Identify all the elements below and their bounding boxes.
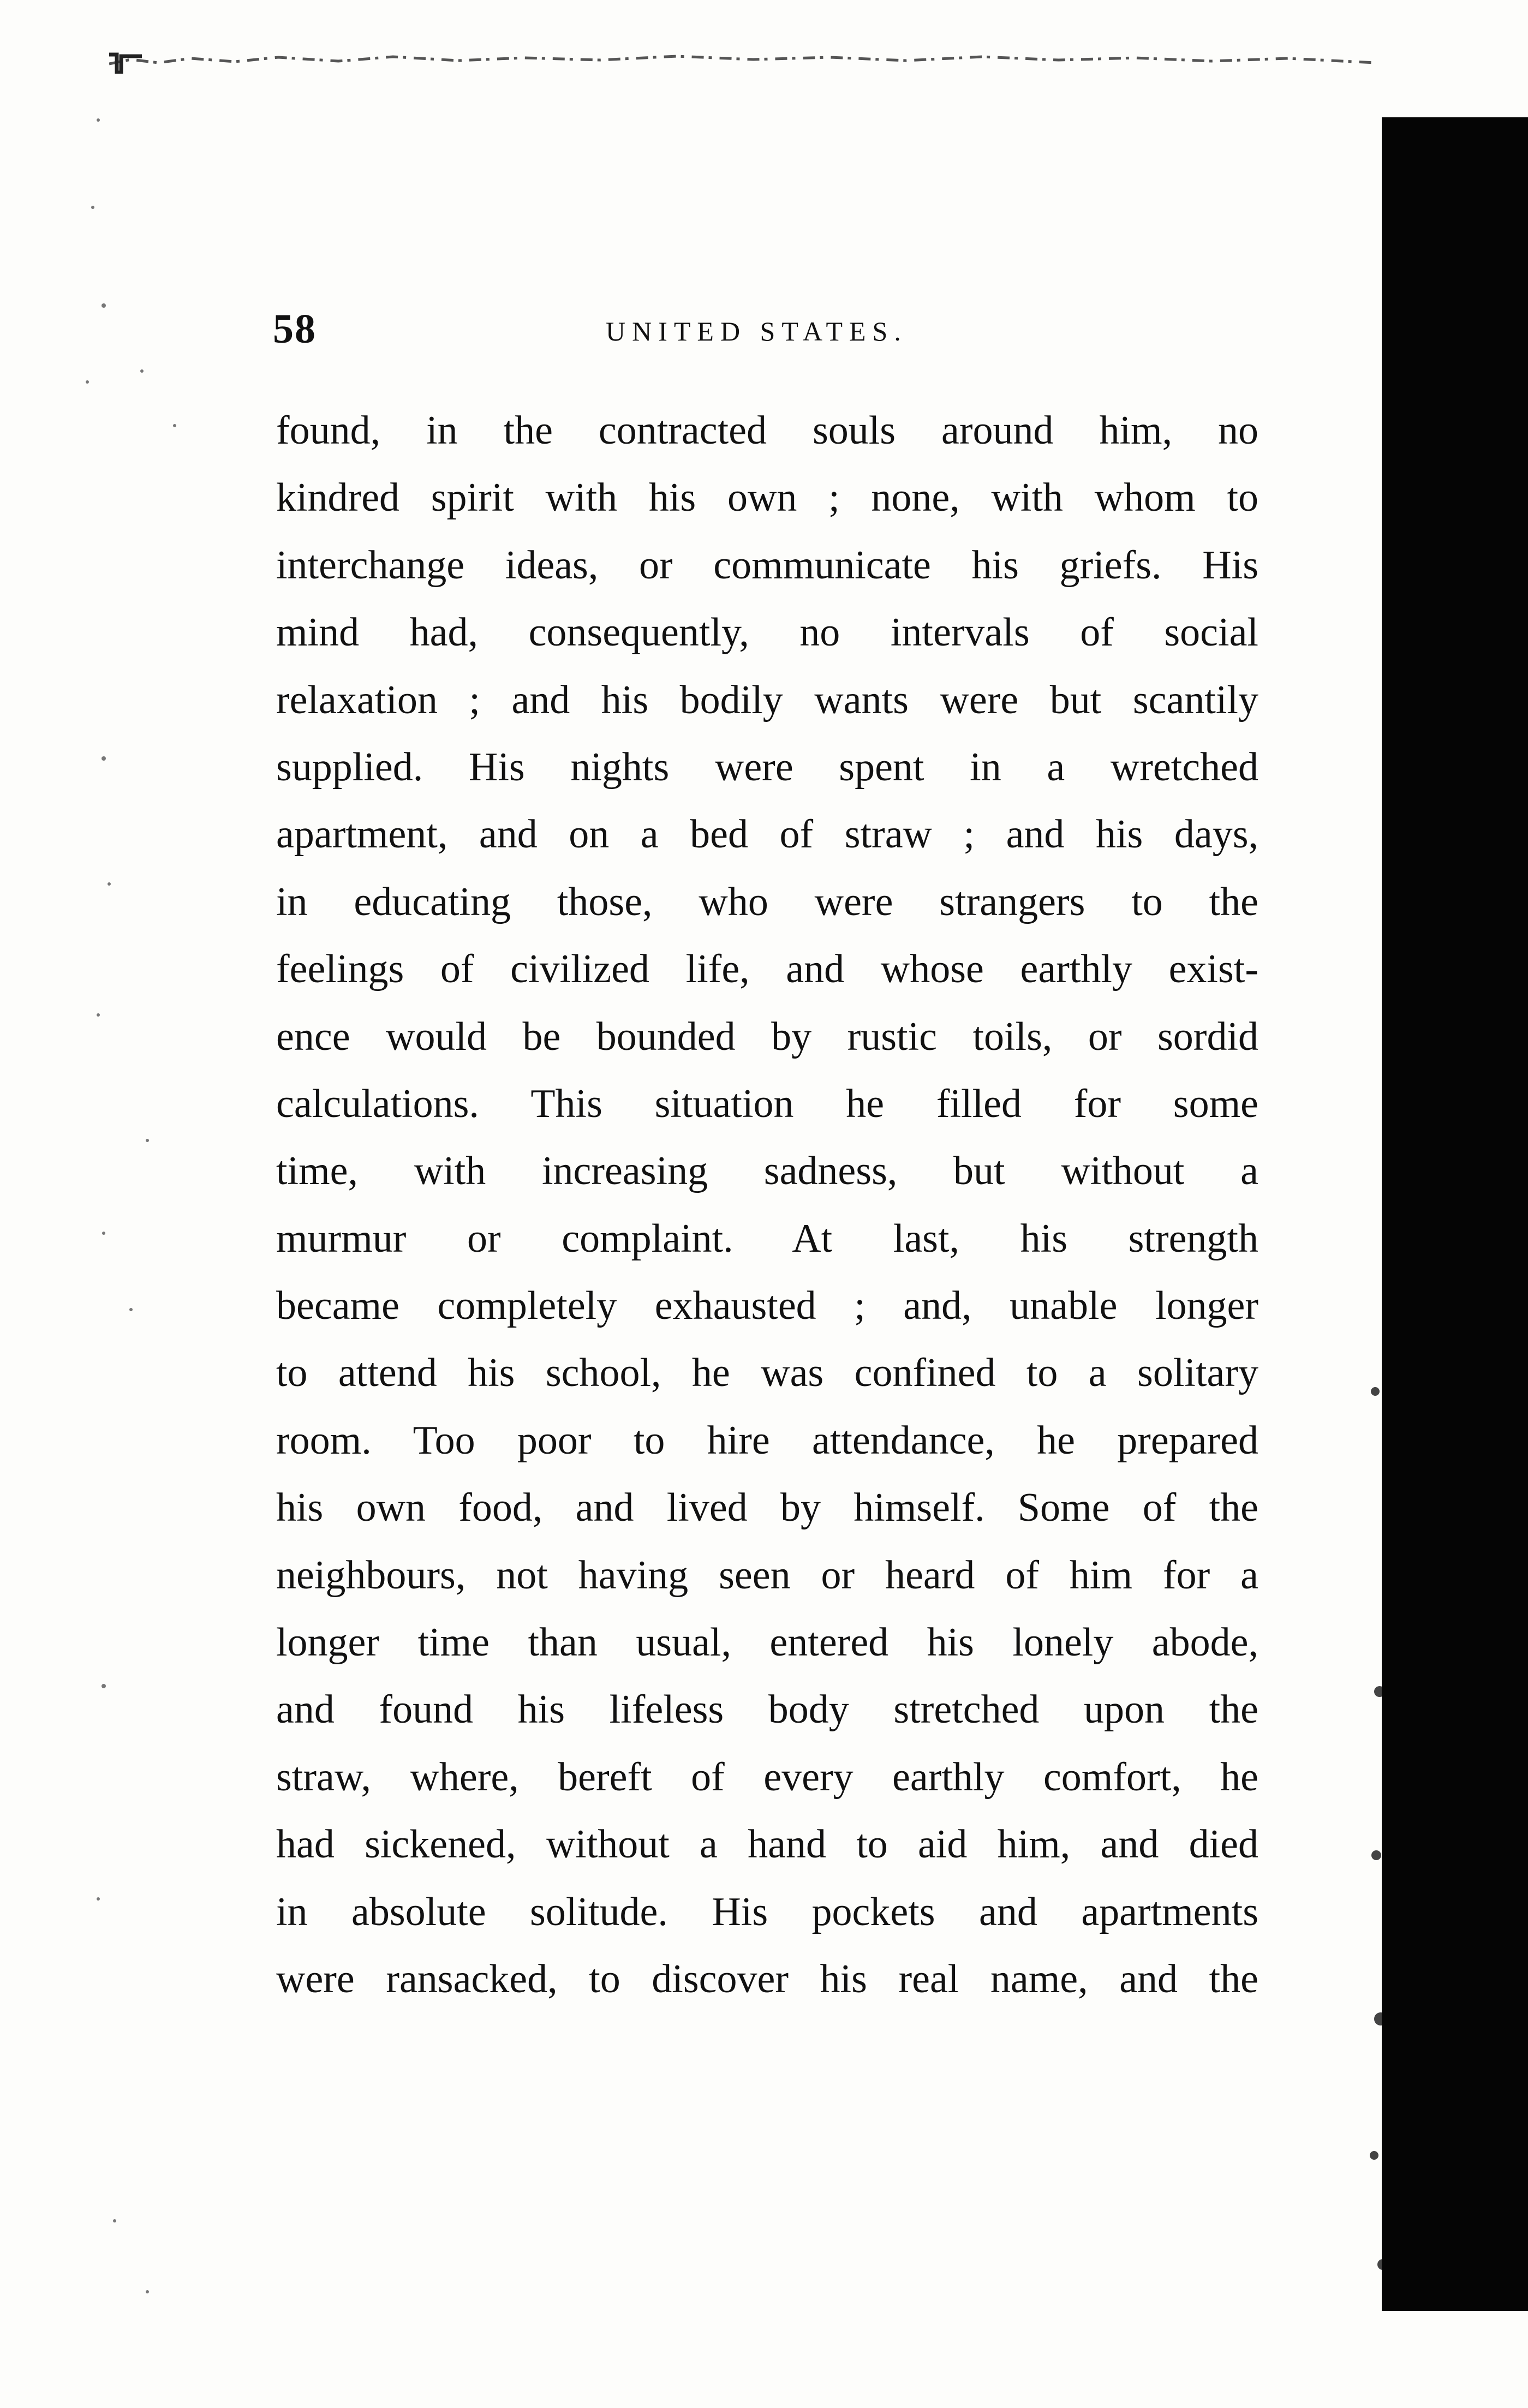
text-line: kindred spirit with his own ; none, with whom to bbox=[276, 475, 1258, 521]
text-line: to attend his school, he was confined to a solitary bbox=[276, 1351, 1258, 1396]
running-head bbox=[273, 306, 1255, 366]
text-line: were ransacked, to discover his real name, and the bbox=[276, 1956, 1258, 2001]
text-line: mind had, consequently, no intervals of social bbox=[276, 610, 1258, 655]
scan-border-edge bbox=[1315, 109, 1392, 2325]
text-line: apartment, and on a bed of straw ; and his days, bbox=[276, 812, 1258, 857]
page-number: 58 bbox=[273, 306, 317, 352]
text-line: supplied. His nights were spent in a wretched bbox=[276, 744, 1258, 790]
text-line: longer time than usual, entered his lonely abode, bbox=[276, 1620, 1258, 1665]
text-line: calculations. This situation he filled for some bbox=[276, 1081, 1258, 1126]
text-line: and found his lifeless body stretched upon the bbox=[276, 1687, 1258, 1732]
text-line: murmur or complaint. At last, his strength bbox=[276, 1216, 1258, 1261]
text-line: became completely exhausted ; and, unable longer bbox=[276, 1283, 1258, 1329]
text-line: relaxation ; and his bodily wants were but scantily bbox=[276, 677, 1258, 722]
text-line: interchange ideas, or communicate his griefs. His bbox=[276, 542, 1258, 588]
text-line: straw, where, bereft of every earthly comfort, he bbox=[276, 1754, 1258, 1800]
text-line: ence would be bounded by rustic toils, or sordid bbox=[276, 1014, 1258, 1059]
text-line: time, with increasing sadness, but without a bbox=[276, 1149, 1258, 1194]
text-line: had sickened, without a hand to aid him, and died bbox=[276, 1822, 1258, 1867]
margin-specks bbox=[65, 76, 186, 2341]
running-title: UNITED STATES. bbox=[606, 316, 908, 346]
text-line: neighbours, not having seen or heard of him for a bbox=[276, 1552, 1258, 1598]
text-line: found, in the contracted souls around him, no bbox=[276, 408, 1258, 453]
scan-border bbox=[1382, 117, 1528, 2311]
text-line: in educating those, who were strangers to the bbox=[276, 879, 1258, 924]
body-text bbox=[276, 397, 1258, 2013]
text-line: in absolute solitude. His pockets and apartments bbox=[276, 1889, 1258, 1934]
text-line: his own food, and lived by himself. Some of the bbox=[276, 1485, 1258, 1531]
text-line: feelings of civilized life, and whose earthly exist- bbox=[276, 947, 1258, 992]
text-line: room. Too poor to hire attendance, he prepared bbox=[276, 1418, 1258, 1463]
page-top-edge bbox=[109, 52, 1375, 74]
